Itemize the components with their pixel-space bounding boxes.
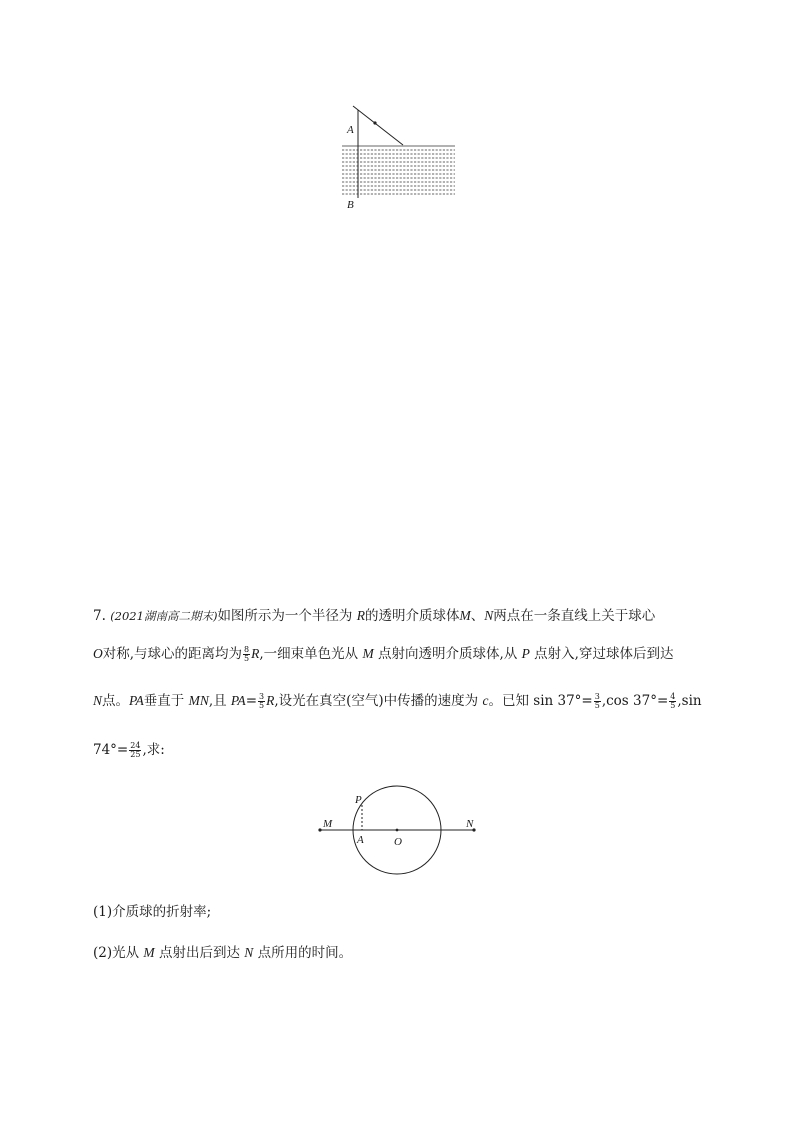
point-m [318, 828, 321, 831]
sub-question-1: (1)介质球的折射率; [93, 904, 212, 920]
label-a: A [347, 124, 354, 136]
question-line-1: 7. (2021湖南高二期末)如图所示为一个半径为 R的透明介质球体M、N两点在一条直线上关于球心 [93, 608, 656, 624]
sub-question-2: (2)光从 M 点射出后到达 N 点所用的时间。 [93, 945, 353, 961]
water-hatching [342, 146, 455, 194]
fraction-3-5: $\frac{3}{5}$ [259, 692, 265, 710]
label-p: P [355, 794, 362, 806]
fraction-cos37: $\frac{4}{5}$ [670, 692, 676, 710]
label-n: N [466, 818, 474, 830]
incident-ray [353, 106, 403, 145]
label-m: M [323, 818, 333, 830]
figure-sphere [310, 785, 490, 880]
question-source: (2021湖南高二期末) [110, 609, 218, 623]
ray-arrow-dot [373, 121, 376, 124]
label-b: B [347, 199, 354, 211]
question-line-2: O对称,与球心的距离均为 $\frac{8}{5}$ R,一细束单色光从 M 点射向透明介质球体,从 P 点射入,穿过球体后到达 [93, 645, 674, 663]
label-a: A [357, 834, 364, 846]
figure-refraction-water [335, 100, 460, 215]
question-line-3: N点。PA垂直于 MN,且 PA= $\frac{3}{5}$ R,设光在真空(空气)中传播的速度为 c。已知 sin 37°= $\frac{3}{5}$ ,cos 37°= $\frac{4}{5}$ ,sin [93, 692, 702, 710]
fraction-24-25: $\frac{24}{25}$ [130, 741, 141, 759]
fraction-8-5: $\frac{8}{5}$ [244, 645, 250, 663]
question-number: 7. [93, 608, 106, 624]
point-o [396, 829, 399, 832]
fraction-sin37: $\frac{3}{5}$ [594, 692, 600, 710]
question-line-4: 74°= $\frac{24}{25}$ ,求: [93, 741, 165, 759]
label-o: O [394, 836, 402, 848]
